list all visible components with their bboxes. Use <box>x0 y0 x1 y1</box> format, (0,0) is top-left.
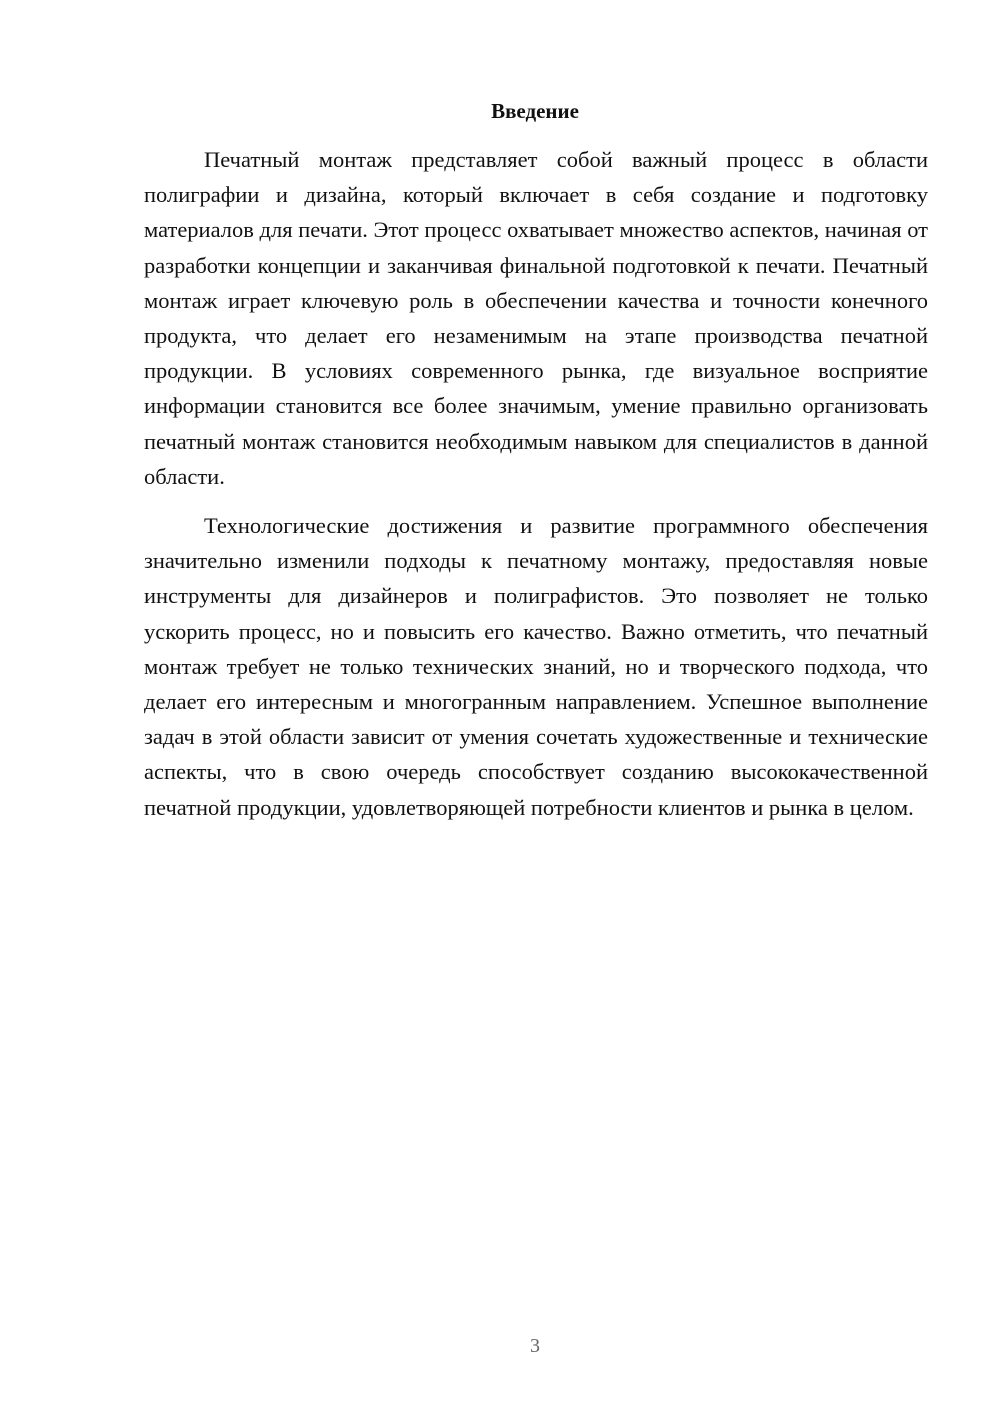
paragraph: Технологические достижения и развитие программного обеспечения значительно изменили подходы к печатному монтажу, предоставляя новые инструменты для дизайнеров и полиграфистов. Это позволяет не только ускорить процесс, но и повысить его качество. Важно отметить, что печатный монтаж требует не только технических знаний, но и творческого подхода, что делает его интересным и многогранным направлением. Успешное выполнение задач в этой области зависит от умения сочетать художественные и технические аспекты, что в свою очередь способствует созданию высококачественной печатной продукции, удовлетворяющей потребности клиентов и рынка в целом. <box>144 513 928 820</box>
section-title: Введение <box>491 99 579 123</box>
paragraph: Печатный монтаж представляет собой важный процесс в области полиграфии и дизайна, который включает в себя создание и подготовку материалов для печати. Этот процесс охватывает множество аспектов, начиная от разработки концепции и заканчивая финальной подготовкой к печати. Печатный монтаж играет ключевую роль в обеспечении качества и точности конечного продукта, что делает его незаменимым на этапе производства печатной продукции. В условиях современного рынка, где визуальное восприятие информации становится все более значимым, умение правильно организовать печатный монтаж становится необходимым навыком для специалистов в данной области. <box>144 147 928 489</box>
body-text <box>144 142 928 825</box>
page-number: 3 <box>530 1335 540 1357</box>
